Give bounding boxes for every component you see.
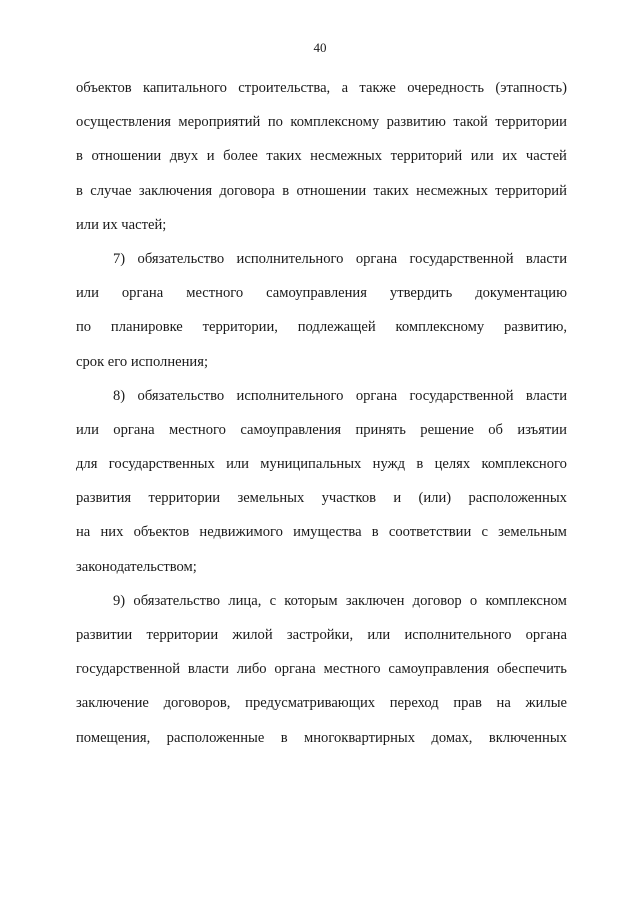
body-text: [76, 78, 567, 762]
text-line: 8) обязательство исполнительного органа государственной власти: [113, 387, 567, 404]
text-line: или их частей;: [76, 216, 167, 233]
text-line: на них объектов недвижимого имущества в соответствии с земельным: [76, 524, 567, 541]
text-line: помещения, расположенные в многоквартирных домах, включенных: [76, 729, 567, 746]
text-line: или органа местного самоуправления утвердить документацию: [76, 285, 567, 302]
page-number: 40: [313, 40, 327, 55]
text-line: государственной власти либо органа местного самоуправления обеспечить: [76, 661, 567, 678]
text-line: по планировке территории, подлежащей комплексному развитию,: [76, 319, 567, 336]
text-line: для государственных или муниципальных нужд в целях комплексного: [76, 456, 567, 473]
text-line: развития территории земельных участков и (или) расположенных: [76, 490, 567, 507]
text-line: законодательством;: [76, 558, 197, 575]
text-line: 7) обязательство исполнительного органа государственной власти: [113, 250, 567, 267]
text-line: развитии территории жилой застройки, или исполнительного органа: [76, 627, 567, 643]
text-line: 9) обязательство лица, с которым заключен договор о комплексном: [113, 592, 567, 609]
text-line: в отношении двух и более таких несмежных территорий или их частей: [76, 148, 567, 165]
text-line: заключение договоров, предусматривающих переход прав на жилые: [76, 695, 567, 712]
text-line: срок его исполнения;: [76, 353, 209, 370]
text-line: в случае заключения договора в отношении таких несмежных территорий: [76, 182, 567, 199]
text-line: или органа местного самоуправления принять решение об изъятии: [76, 421, 567, 438]
text-line: объектов капитального строительства, а также очередность (этапность): [76, 80, 567, 96]
text-line: осуществления мероприятий по комплексному развитию такой территории: [76, 114, 567, 131]
